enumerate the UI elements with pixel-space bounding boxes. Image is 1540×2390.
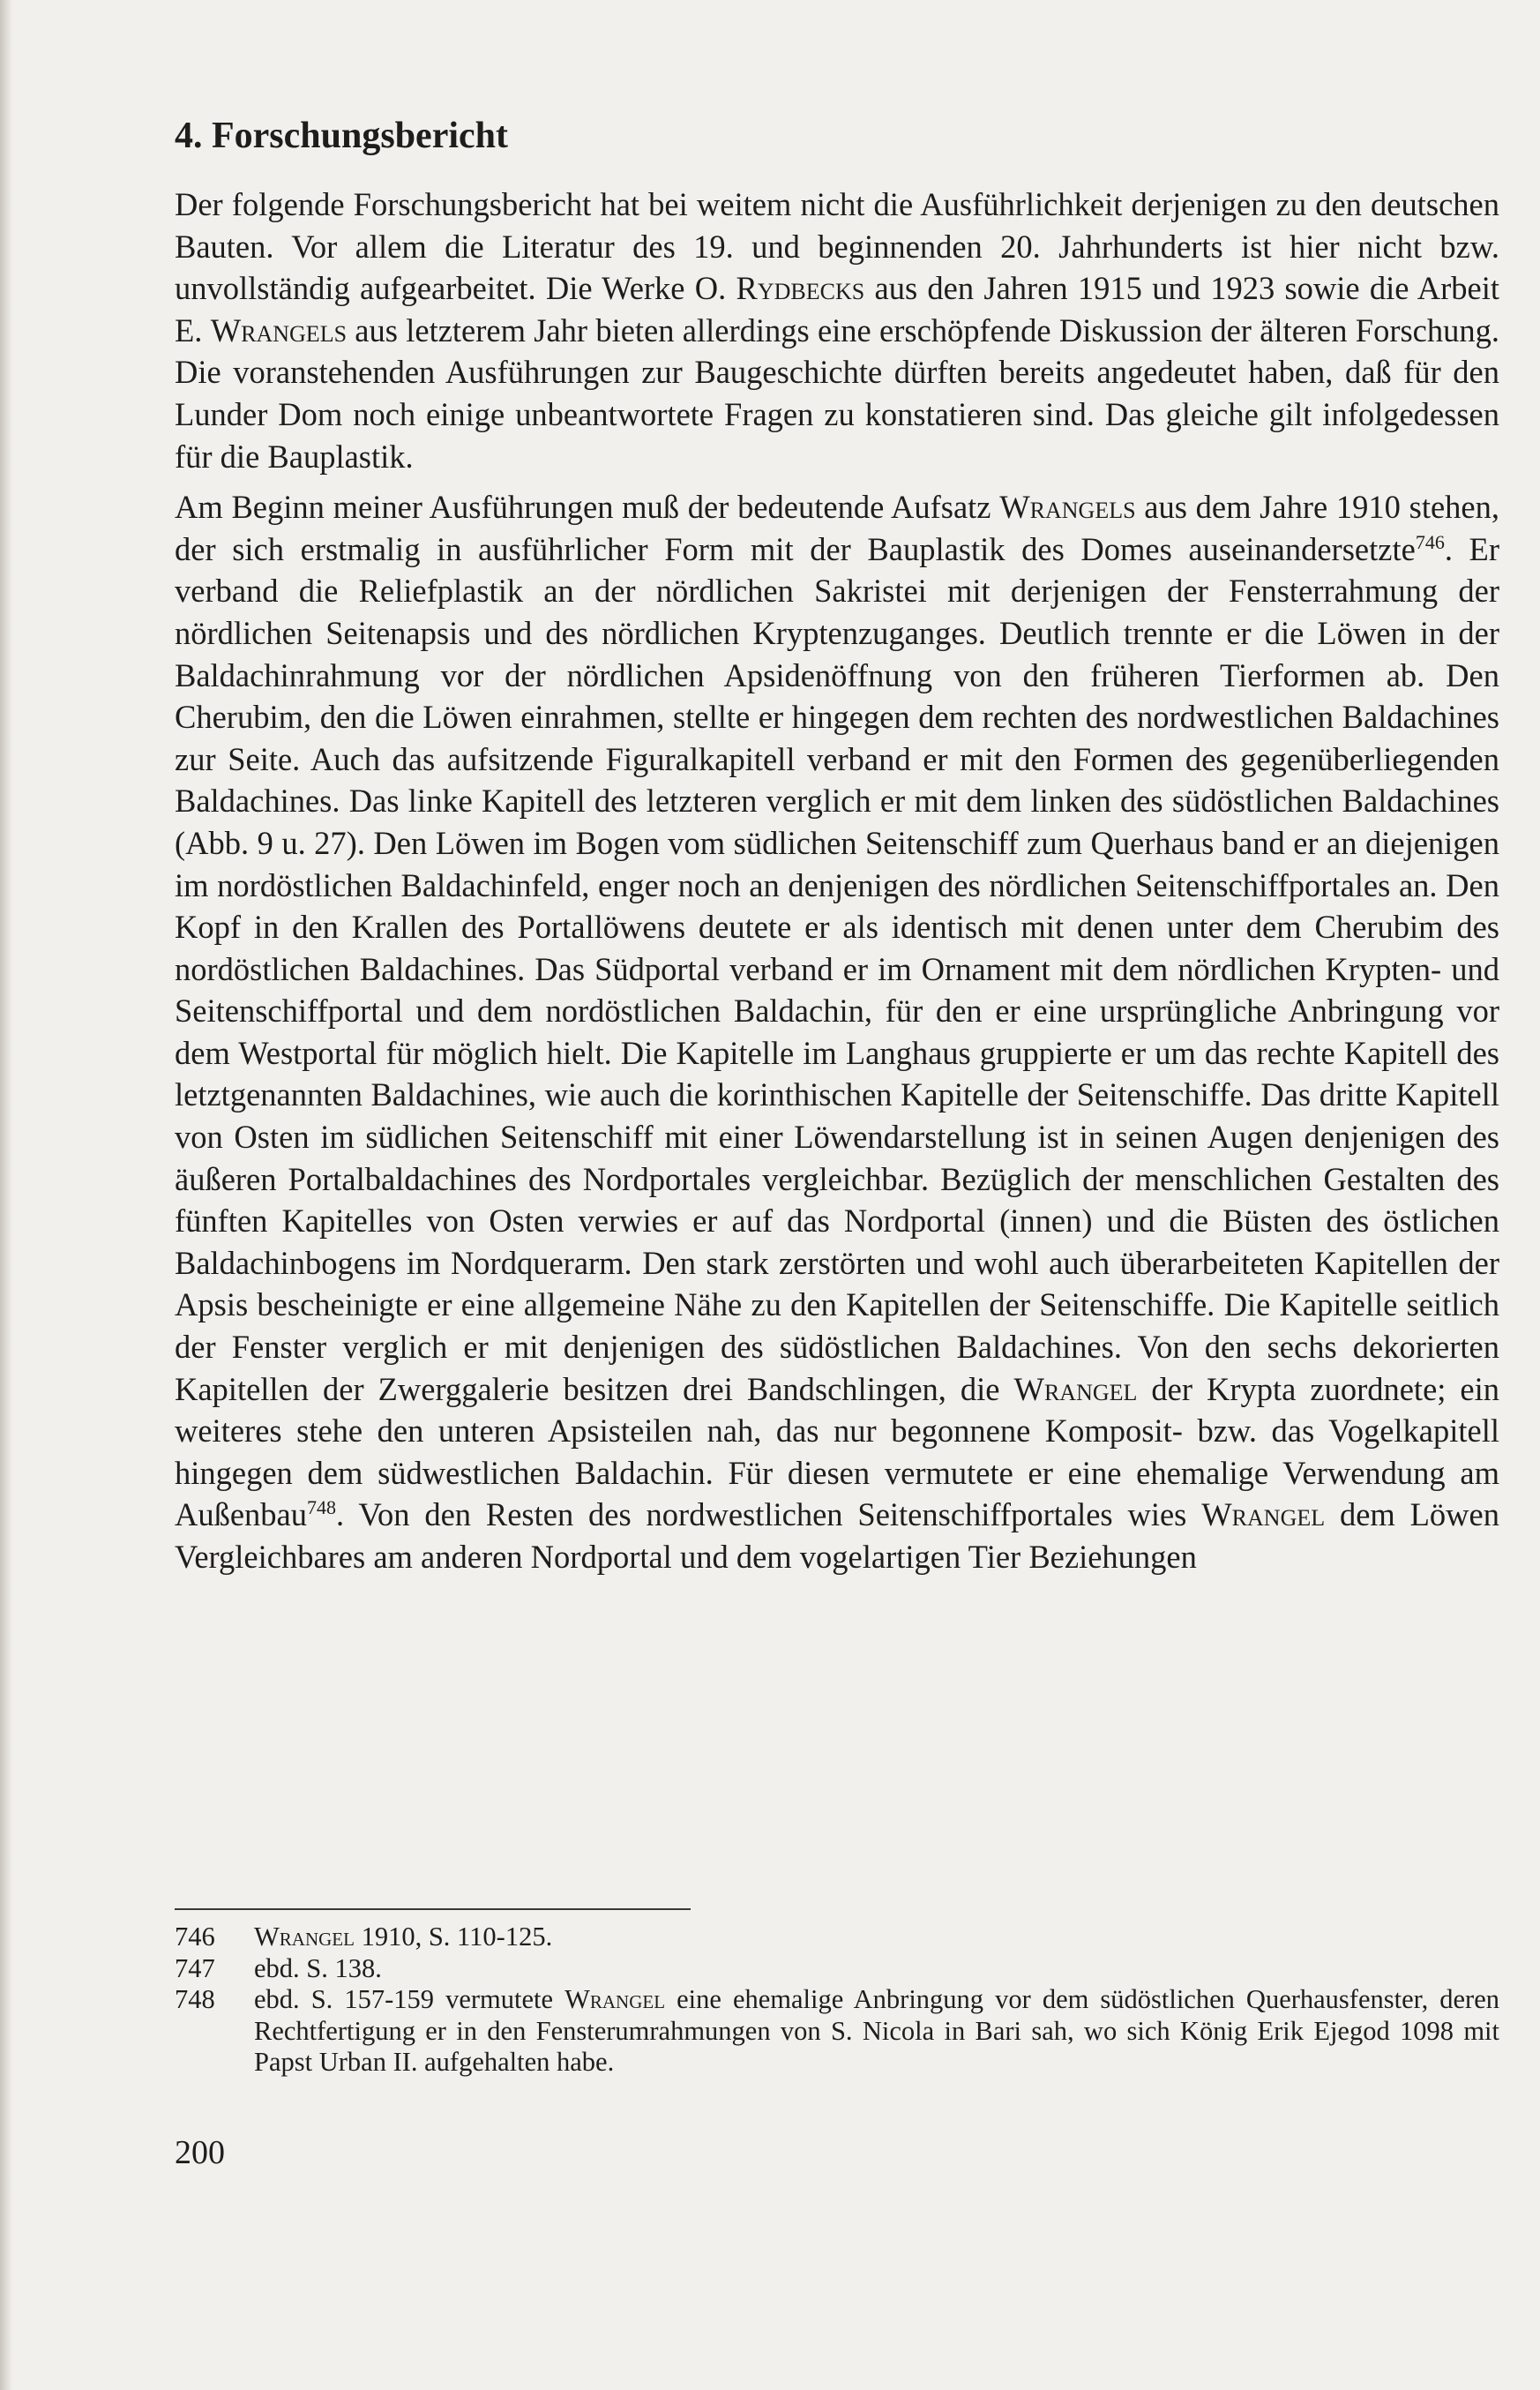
author-name: Wrangel xyxy=(1201,1496,1326,1533)
footnote-ref-748: 748 xyxy=(307,1496,337,1519)
section-heading: 4. Forschungsbericht xyxy=(175,116,508,156)
footnote-number: 746 xyxy=(175,1922,215,1952)
footnotes xyxy=(175,1922,1499,2079)
footnote-748 xyxy=(175,1984,1499,2079)
page-binding-shadow xyxy=(0,0,12,2390)
text-run: dem Löwen Vergleichbares am anderen Nordportal und dem vogelartigen Tier Beziehungen xyxy=(175,1496,1499,1575)
text-run: aus dem Jahre 1910 stehen, der sich erstmalig in ausführlicher Form mit der Bauplastik des Domes auseinandersetzte xyxy=(175,489,1499,567)
author-name: Wrangel xyxy=(254,1922,355,1952)
footnote-747 xyxy=(175,1953,1499,1985)
paragraph-1 xyxy=(175,184,1499,477)
text-run: Der folgende Forschungsbericht hat bei weitem nicht die Ausführlichkeit derjenigen zu den deutschen Bauten. Vor allem die Literatur des 19. und beginnenden 20. Jahrhunderts ist hier nicht bzw. unvollständig aufgearbeitet. Die Werke O. xyxy=(175,186,1499,307)
text-run: . Von den Resten des nordwestlichen Seitenschiffportales wies xyxy=(336,1496,1202,1533)
text-run: der Krypta zuordnete; ein weiteres stehe den unteren Apsisteilen nah, das nur begonnene Komposit- bzw. das Vogelkapitell hingegen dem südwestlichen Baldachin. Für diesen vermutete er eine ehemalige Verwendung am Außenbau xyxy=(175,1370,1500,1533)
footnote-text xyxy=(254,1953,1499,1985)
footnote-ref-746: 746 xyxy=(1415,530,1445,553)
page-number: 200 xyxy=(175,2134,225,2171)
text-run: aus letzterem Jahr bieten allerdings eine erschöpfende Diskussion der älteren Forschung. Die voranstehenden Ausführungen zur Baugeschichte dürften bereits angedeutet haben, daß für den Lunder Dom noch einige unbeantwortete Fragen zu konstatieren sind. Das gleiche gilt infolgedessen für die Bauplastik. xyxy=(175,311,1499,475)
footnote-separator xyxy=(175,1908,691,1910)
paragraph-2 xyxy=(175,486,1499,1577)
footnote-number: 747 xyxy=(175,1952,215,1983)
text-run: Am Beginn meiner Ausführungen muß der bedeutende Aufsatz xyxy=(175,489,1000,526)
page-body xyxy=(175,113,1499,1578)
author-name: Wrangel xyxy=(564,1984,666,2014)
author-name: Wrangel xyxy=(1013,1370,1138,1407)
footnote-746 xyxy=(175,1922,1499,1953)
author-name: Rydbecks xyxy=(736,270,865,307)
author-name: Wrangels xyxy=(999,489,1136,526)
footnote-text xyxy=(254,1922,1499,1953)
text-run: 1910, S. 110-125. xyxy=(354,1922,553,1952)
footnote-number: 748 xyxy=(175,1984,215,2014)
text-run: aus den Jahren 1915 und 1923 sowie die Arbeit E. xyxy=(175,270,1499,348)
text-run: . Er verband die Reliefplastik an der nördlichen Sakristei mit derjenigen der Fensterrahmung der nördlichen Seitenapsis und des nördlichen Kryptenzuganges. Deutlich trennte er die Löwen in der Baldachinrahmung vor der nördlichen Apsidenöffnung von den früheren Tierformen ab. Den Cherubim, den die Löwen einrahmen, stellte er hingegen dem rechten des nordwestlichen Baldachines zur Seite. Auch das aufsitzende Figuralkapitell verband er mit den Formen des gegenüberliegenden Baldachines. Das linke Kapitell des letzteren verglich er mit dem linken des südöstlichen Baldachines (Abb. 9 u. 27). Den Löwen im Bogen vom südlichen Seitenschiff zum Querhaus band er an diejenigen im nordöstlichen Baldachinfeld, enger noch an denjenigen des nördlichen Seitenschiffportales an. Den Kopf in den Krallen des Portallöwens deutete er als identisch mit denen unter dem Cherubim des nordöstlichen Baldachines. Das Südportal verband er im Ornament mit dem nördlichen Krypten- und Seitenschiffportal und dem nordöstlichen Baldachin, für den er eine ursprüngliche Anbringung vor dem Westportal für möglich hielt. Die Kapitelle im Langhaus gruppierte er um das rechte Kapitell des letztgenannten Baldachines, wie auch die korinthischen Kapitelle der Seitenschiffe. Das dritte Kapitell von Osten im südlichen Seitenschiff mit einer Löwendarstellung ist in seinen Augen denjenigen des äußeren Portalbaldachines des Nordportales vergleichbar. Bezüglich der menschlichen Gestalten des fünften Kapitelles von Osten verwies er auf das Nordportal (innen) und die Büsten des östlichen Baldachinbogens im Nordquerarm. Den stark zerstörten und wohl auch überarbeiteten Kapitellen der Apsis bescheinigte er eine allgemeine Nähe zu den Kapitellen der Seitenschiffe. Die Kapitelle seitlich der Fenster verglich er mit denjenigen des südöstlichen Baldachines. Von den sechs dekorierten Kapitellen der Zwerggalerie besitzen drei Bandschlingen, die xyxy=(175,530,1499,1407)
footnote-text xyxy=(254,1984,1499,2079)
text-run: ebd. S. 157-159 vermutete xyxy=(254,1984,565,2014)
author-name: Wrangels xyxy=(210,311,348,348)
text-run: eine ehemalige Anbringung vor dem südöstlichen Querhausfenster, deren Rechtfertigung er in den Fensterumrahmungen von S. Nicola in Bari sah, wo sich König Erik Ejegod 1098 mit Papst Urban II. aufgehalten habe. xyxy=(254,1984,1499,2077)
text-run: ebd. S. 138. xyxy=(254,1952,382,1983)
